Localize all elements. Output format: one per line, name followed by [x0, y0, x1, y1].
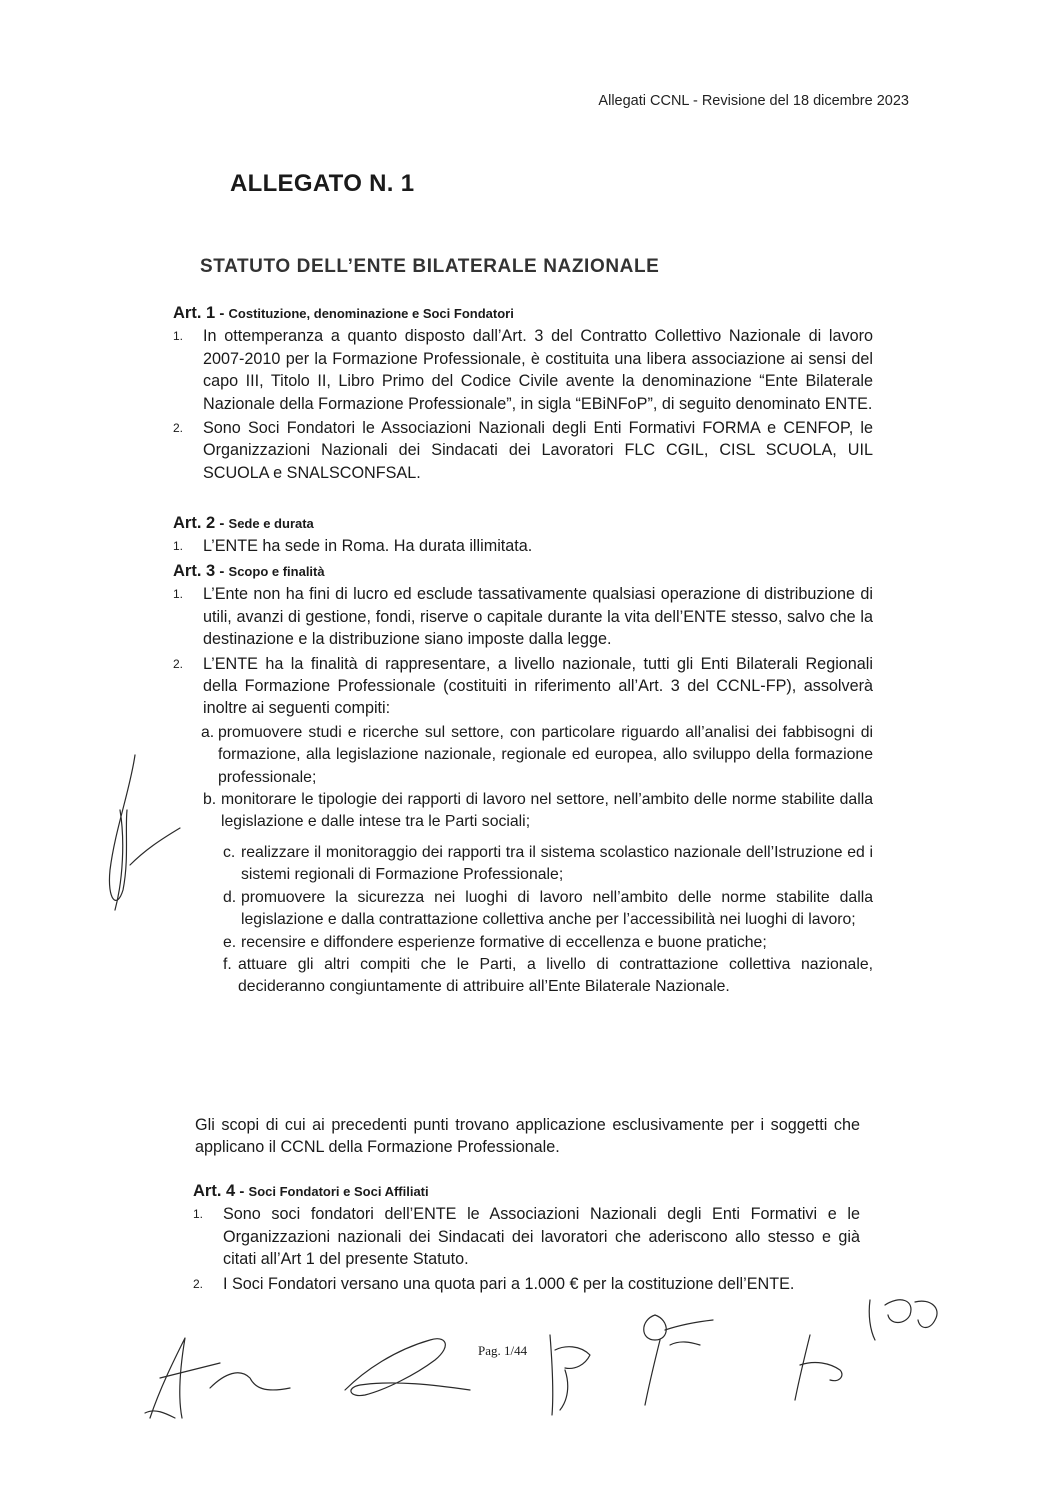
sub-item-letter: c.: [223, 843, 236, 861]
article-item: [193, 1273, 860, 1295]
article-item: [173, 325, 873, 415]
sub-item: [201, 722, 873, 789]
article-item: [173, 653, 873, 720]
sub-item-text: monitorare le tipologie dei rapporti di lavoro nel settore, nell’ambito delle norme stabilite dalla legislazione e dalle intese tra le Parti sociali;: [221, 791, 873, 831]
sub-item: [223, 842, 873, 887]
article-number: Art. 4: [193, 1182, 236, 1200]
item-number: 2.: [173, 656, 184, 671]
statute-subtitle: STATUTO DELL’ENTE BILATERALE NAZIONALE: [200, 256, 660, 277]
article-heading: Art. 2 - Sede e durata: [173, 514, 314, 532]
sub-item-letter: d.: [223, 888, 237, 906]
item-number: 2.: [173, 421, 184, 436]
article-heading: Art. 1 - Costituzione, denominazione e Soci Fondatori: [173, 304, 514, 322]
signature-2-icon: [335, 1330, 475, 1410]
article-number: Art. 2: [173, 514, 216, 532]
article-3: [173, 560, 873, 999]
signature-4-icon: [625, 1300, 715, 1410]
signature-3-icon: [530, 1330, 600, 1420]
sub-item-letter: f.: [223, 955, 232, 973]
article-4: [193, 1180, 860, 1297]
article-1: [173, 302, 873, 486]
item-text: Sono Soci Fondatori le Associazioni Nazionali degli Enti Formativi FORMA e CENFOP, le Organizzazioni Nazionali dei Sindacati dei Lavoratori FLC CGIL, CISL SCUOLA, UIL SCUOLA e SNALSCONFSAL.: [203, 419, 873, 482]
signature-5-icon: [785, 1325, 865, 1405]
article-heading: Art. 4 - Soci Fondatori e Soci Affiliati: [193, 1182, 429, 1200]
article-number: Art. 3: [173, 562, 216, 580]
signature-1-icon: [140, 1318, 300, 1428]
item-text: L’ENTE ha sede in Roma. Ha durata illimitata.: [203, 537, 533, 556]
sub-item-text: promuovere studi e ricerche sul settore, con particolare riguardo all’analisi dei fabbisogni di formazione, alla legislazione nazionale, regionale ed europea, allo sviluppo della formazione professionale;: [218, 723, 873, 786]
item-text: Sono soci fondatori dell’ENTE le Associazioni Nazionali degli Enti Formativi e le Organizzazioni nazionali dei Sindacati dei lavoratori che aderiscono allo stesso e già citati all’Art 1 del presente Statuto.: [223, 1205, 860, 1269]
article-3-closing-paragraph: Gli scopi di cui ai precedenti punti trovano applicazione esclusivamente per i soggetti che applicano il CCNL della Formazione Professionale.: [195, 1116, 860, 1157]
item-text: In ottemperanza a quanto disposto dall’Art. 3 del Contratto Collettivo Nazionale di lavoro 2007-2010 per la Formazione Professionale, è costituita una libera associazione ai sensi del capo III, Titolo II, Libro Primo del Codice Civile avente la denominazione “Ente Bilaterale Nazionale della Formazione Professionale”, in sigla “EBiNFoP”, di seguito denominato ENTE.: [203, 327, 873, 413]
item-text: L’ENTE ha la finalità di rappresentare, a livello nazionale, tutti gli Enti Bilaterali Regionali della Formazione Professionale (costituiti in riferimento all’Art. 3 del CCNL-FP), assolverà inoltre ai seguenti compiti:: [203, 654, 873, 718]
sub-item: [223, 932, 873, 954]
item-number: 1.: [193, 1207, 204, 1222]
article-item: [193, 1203, 860, 1270]
sub-item: [223, 954, 873, 999]
item-text: L’Ente non ha fini di lucro ed esclude tassativamente qualsiasi operazione di distribuzione di utili, avanzi di gestione, fondi, riserve o capitale durante la vita dell’ENTE stesso, salvo che la destinazione e la distribuzione siano imposte dalla legge.: [203, 585, 873, 649]
item-number: 1.: [173, 329, 184, 344]
item-number: 1.: [173, 539, 184, 554]
article-description: Sede e durata: [228, 516, 314, 531]
article-item: [173, 583, 873, 650]
page-number: Pag. 1/44: [478, 1343, 528, 1358]
article-item: [173, 535, 873, 557]
article-description: Costituzione, denominazione e Soci Fondatori: [228, 306, 514, 321]
item-number: 2.: [193, 1276, 204, 1291]
article-description: Soci Fondatori e Soci Affiliati: [248, 1184, 429, 1199]
sub-item-text: promuovere la sicurezza nei luoghi di lavoro nell’ambito delle norme stabilite dalla legislazione e dalla contrattazione collettiva anche per l’accessibilità nei luoghi di lavoro;: [241, 888, 873, 929]
sub-item: [203, 789, 873, 834]
attachment-title: ALLEGATO N. 1: [230, 170, 415, 197]
article-heading: Art. 3 - Scopo e finalità: [173, 562, 325, 580]
margin-signature-icon: [95, 750, 185, 920]
sub-item-text: attuare gli altri compiti che le Parti, a livello di contrattazione collettiva nazionale, decideranno congiuntamente di attribuire all’Ente Bilaterale Nazionale.: [238, 955, 873, 996]
sub-item: [223, 887, 873, 932]
item-text: I Soci Fondatori versano una quota pari a 1.000 € per la costituzione dell’ENTE.: [223, 1274, 795, 1293]
sub-item-letter: e.: [223, 933, 237, 951]
article-number: Art. 1: [173, 304, 216, 322]
sub-item-text: recensire e diffondere esperienze formative di eccellenza e buone pratiche;: [241, 933, 767, 951]
sub-item-letter: a.: [201, 723, 215, 741]
article-item: [173, 417, 873, 484]
article-2: [173, 512, 873, 560]
signature-6-icon: [860, 1290, 945, 1350]
item-number: 1.: [173, 587, 184, 602]
header-revision-note: Allegati CCNL - Revisione del 18 dicembre 2023: [598, 93, 909, 109]
sub-item-letter: b.: [203, 791, 217, 809]
article-description: Scopo e finalità: [228, 564, 325, 579]
sub-item-text: realizzare il monitoraggio dei rapporti tra il sistema scolastico nazionale dell’Istruzione ed i sistemi regionali di Formazione Professionale;: [241, 843, 873, 884]
